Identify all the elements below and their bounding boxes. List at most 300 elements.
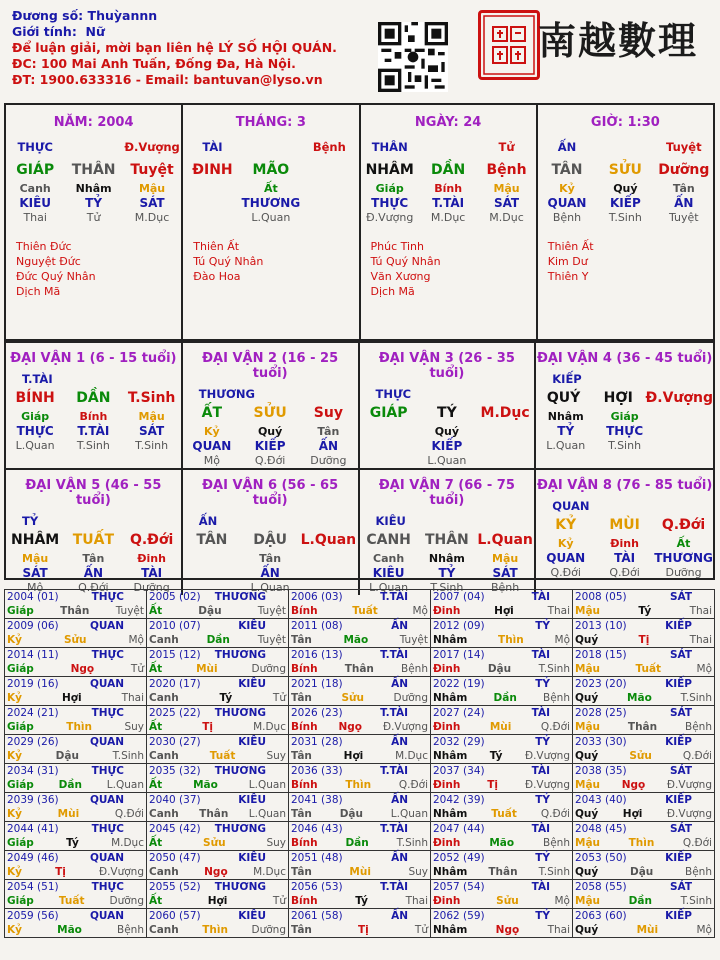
year-row <box>5 764 715 793</box>
year-ten-god: SÁT <box>669 649 692 661</box>
year-cell <box>431 764 573 793</box>
year-line-top <box>575 880 712 894</box>
year-line-top <box>149 764 286 778</box>
year-label: 2016 (13) <box>291 649 343 661</box>
year-phase: Suy <box>124 721 144 733</box>
year-line-top <box>149 648 286 662</box>
year-ten-god: ẤN <box>391 736 408 748</box>
year-stem: Giáp <box>7 605 34 617</box>
dai-van-hidden-god-row <box>360 566 535 581</box>
year-branch: Tuất <box>58 895 85 907</box>
dai-van-hidden-god-row-cell: TÀI <box>141 566 163 580</box>
year-branch: Ngọ <box>70 663 95 675</box>
pillar-hidden-stem-row-cell: Mậu <box>138 182 166 195</box>
pillar-phase-row <box>183 211 358 225</box>
year-cell <box>289 590 431 619</box>
year-phase: Thai <box>547 924 570 936</box>
year-branch: Tị <box>202 721 213 733</box>
pillar-column <box>183 105 360 339</box>
year-branch: Mùi <box>636 924 659 936</box>
pillar-phase-row-cell: T.Sinh <box>608 211 642 224</box>
dai-van-hidden-god-row-cell <box>299 566 357 581</box>
dai-van-phase-row <box>183 454 358 468</box>
year-cell <box>573 590 715 619</box>
year-cell <box>147 619 289 648</box>
year-cell <box>5 851 147 880</box>
dai-van-main-row-cell: TÝ <box>437 405 457 421</box>
year-line-bottom <box>7 633 144 647</box>
year-line-bottom <box>575 662 712 676</box>
year-stem: Giáp <box>7 837 34 849</box>
year-stem: Mậu <box>575 605 601 617</box>
dai-van-phase-row-cell: T.Sinh <box>430 581 464 594</box>
year-branch: Dần <box>493 692 517 704</box>
pillar-ten-god-row-cell: Đ.Vượng <box>124 140 180 154</box>
star-item: Dịch Mã <box>370 285 415 298</box>
pillar-main-row-cell: DẦN <box>431 162 466 178</box>
dai-van-hidden-god-row-cell <box>183 566 241 581</box>
dai-van-title: ĐẠI VẬN 5 (46 - 55 tuổi) <box>25 478 162 508</box>
year-ten-god: THỰC <box>91 823 124 835</box>
pillar-phase-row-cell <box>183 211 241 225</box>
pillar-ten-god-row-cell <box>64 140 122 154</box>
year-branch: Thân <box>627 721 658 733</box>
dai-van-phase-row-cell: L.Quan <box>369 581 409 594</box>
year-line-top <box>575 648 712 662</box>
year-ten-god: THƯƠNG <box>214 823 266 835</box>
year-branch: Sửu <box>496 895 519 907</box>
year-line-top <box>575 590 712 604</box>
year-line-bottom <box>575 749 712 763</box>
dai-van-main-row-cell: L.Quan <box>477 532 533 548</box>
pillar-hidden-god-row-cell: THỰC <box>371 196 409 210</box>
pillar-phase-row-cell: M.Dục <box>430 211 466 224</box>
year-cell <box>5 822 147 851</box>
logo-text: 南越數理 <box>538 18 699 63</box>
year-branch: Dậu <box>198 605 222 617</box>
pillar-title: GIỜ: 1:30 <box>590 115 660 130</box>
pillar-ten-god-row-cell <box>419 140 477 154</box>
year-cell <box>573 677 715 706</box>
year-label: 2042 (39) <box>433 794 485 806</box>
year-cell <box>431 851 573 880</box>
dai-van-main-row-cell: DẬU <box>253 532 288 548</box>
dai-van-hidden-god-row-cell: KIẾP <box>431 439 463 453</box>
year-branch: Tuất <box>491 808 517 820</box>
year-line-bottom <box>7 691 144 705</box>
year-label: 2048 (45) <box>575 823 627 835</box>
year-label: 2061 (58) <box>291 910 343 922</box>
year-label: 2052 (49) <box>433 852 485 864</box>
year-ten-god: T.TÀI <box>380 649 408 661</box>
year-line-top <box>575 822 712 836</box>
pillar-hidden-god-row-cell: THƯƠNG <box>241 196 301 210</box>
year-phase: T.Sinh <box>112 750 144 762</box>
year-row <box>5 851 715 880</box>
year-cell <box>147 822 289 851</box>
star-item: Thiên Đức <box>16 240 72 253</box>
year-line-bottom <box>149 923 286 937</box>
year-label: 2041 (38) <box>291 794 343 806</box>
year-stem: Quý <box>575 808 599 820</box>
dai-van-main-row-cell: THÂN <box>424 532 469 548</box>
year-phase: Tử <box>130 663 144 675</box>
year-cell <box>431 619 573 648</box>
pillar-hidden-stem-row-cell: Nhâm <box>75 182 112 195</box>
dai-van-hidden-stem-row <box>183 425 358 439</box>
dai-van-hidden-god-row-cell <box>654 424 713 439</box>
year-branch: Tị <box>358 924 369 936</box>
year-line-bottom <box>149 894 286 908</box>
year-ten-god: TÀI <box>531 765 550 777</box>
year-cell <box>289 619 431 648</box>
year-line-bottom <box>575 923 712 937</box>
year-line-top <box>7 851 144 865</box>
year-stem: Quý <box>575 866 599 878</box>
year-branch: Sửu <box>63 634 87 646</box>
star-item: Tú Quý Nhân <box>193 255 264 268</box>
year-line-top <box>575 851 712 865</box>
year-stem: Canh <box>149 692 179 704</box>
year-line-bottom <box>149 865 286 879</box>
year-line-bottom <box>575 604 712 618</box>
dai-van-phase-row-cell: Q.Đới <box>254 454 286 467</box>
year-ten-god: T.TÀI <box>380 881 408 893</box>
dai-van-main-row <box>536 390 713 408</box>
dai-van-ten-god: KIẾP <box>552 372 582 386</box>
pillar-ten-god-row <box>6 140 181 154</box>
year-stem: Nhâm <box>433 924 468 936</box>
year-phase: Dưỡng <box>251 663 286 675</box>
year-line-top <box>575 764 712 778</box>
year-phase: Đ.Vượng <box>524 779 570 791</box>
dai-van-main-row-cell: Q.Đới <box>661 517 706 533</box>
year-cell <box>5 909 147 938</box>
year-stem: Tân <box>291 750 312 762</box>
star-item: Tú Quý Nhân <box>370 255 441 268</box>
year-ten-god: THỰC <box>91 591 124 603</box>
pillar-ten-god-row-cell <box>242 140 300 154</box>
pillar-main-row-cell: TÂN <box>551 162 583 178</box>
year-line-top <box>433 706 570 720</box>
year-line-top <box>7 880 144 894</box>
year-ten-god: THỰC <box>91 649 124 661</box>
year-row <box>5 648 715 677</box>
year-phase: Thai <box>121 692 144 704</box>
year-line-bottom <box>7 894 144 908</box>
year-branch: Tị <box>638 634 650 646</box>
pillar-hidden-stem-row <box>361 182 536 196</box>
year-line-top <box>7 648 144 662</box>
year-line-bottom <box>433 923 570 937</box>
pillar-ten-god-row-cell <box>596 140 654 154</box>
year-branch: Thìn <box>498 634 524 646</box>
year-cell <box>147 735 289 764</box>
year-phase: Dưỡng <box>109 895 144 907</box>
pillar-hidden-god-row-cell <box>183 196 241 211</box>
pillar-hidden-stem-row-cell <box>300 182 358 196</box>
year-line-bottom <box>291 865 428 879</box>
year-label: 2013 (10) <box>575 620 627 632</box>
year-cell <box>5 764 147 793</box>
dai-van-main-row-cell: TÂN <box>196 532 228 548</box>
year-label: 2039 (36) <box>7 794 59 806</box>
dai-van-hidden-god-row <box>360 439 535 454</box>
year-line-bottom <box>433 604 570 618</box>
star-item: Văn Xương <box>370 270 431 283</box>
year-cell <box>431 677 573 706</box>
year-cell <box>573 706 715 735</box>
year-label: 2010 (07) <box>149 620 201 632</box>
year-line-bottom <box>433 894 570 908</box>
dai-van-main-row-cell: Suy <box>313 405 343 421</box>
pillar-main-row-cell: THÂN <box>71 162 116 178</box>
year-stem: Quý <box>575 692 599 704</box>
year-line-bottom <box>7 865 144 879</box>
year-ten-god: KIÊU <box>238 852 266 864</box>
dai-van-hidden-god-row <box>6 424 181 439</box>
year-line-bottom <box>149 836 286 850</box>
pillar-main-row-cell: ĐINH <box>192 162 233 178</box>
year-branch: Sửu <box>203 837 226 849</box>
pillar-hidden-stem-row <box>6 182 181 196</box>
dai-van-main-row-cell: L.Quan <box>300 532 357 548</box>
year-stem: Kỷ <box>7 808 22 820</box>
year-stem: Đinh <box>433 779 461 791</box>
dai-van-hidden-stem-row-cell: Kỷ <box>557 537 574 550</box>
dai-van-hidden-stem-row <box>536 537 713 551</box>
year-label: 2062 (59) <box>433 910 485 922</box>
dai-van-hidden-god-row-cell: QUAN <box>192 439 232 453</box>
year-phase: Tuyệt <box>257 605 286 617</box>
dai-van-hidden-god-row-cell: THƯƠNG <box>654 551 713 565</box>
year-label: 2063 (60) <box>575 910 627 922</box>
year-line-top <box>433 735 570 749</box>
year-label: 2022 (19) <box>433 678 485 690</box>
year-phase: Q.Đới <box>682 837 712 849</box>
pillar-phase-row-cell: Thai <box>23 211 47 224</box>
year-line-top <box>291 590 428 604</box>
year-stem: Mậu <box>575 779 601 791</box>
year-line-bottom <box>7 604 144 618</box>
year-line-top <box>149 851 286 865</box>
pillar-hidden-stem-row-cell: Tân <box>672 182 695 195</box>
pillar-hidden-god-row-cell: SÁT <box>493 196 520 210</box>
year-branch: Hợi <box>207 895 228 907</box>
dai-van-phase-row <box>360 454 535 468</box>
year-stem: Mậu <box>575 663 601 675</box>
dai-van-hidden-stem-row-cell <box>299 552 357 566</box>
year-line-bottom <box>433 691 570 705</box>
dai-van-main-row-cell: MÙI <box>609 517 640 533</box>
year-branch: Mùi <box>489 721 512 733</box>
year-stem: Bính <box>291 895 318 907</box>
dai-van-cell <box>536 468 713 595</box>
year-branch: Mão <box>627 692 652 704</box>
dai-van-main-row-cell: T.Sinh <box>127 390 176 406</box>
dai-van-hidden-stem-row-cell: Canh <box>373 552 405 565</box>
pillar-hidden-god-row-cell: QUAN <box>547 196 587 210</box>
year-label: 2037 (34) <box>433 765 485 777</box>
year-label: 2032 (29) <box>433 736 485 748</box>
year-label: 2035 (32) <box>149 765 201 777</box>
year-label: 2040 (37) <box>149 794 201 806</box>
year-cell <box>573 793 715 822</box>
dai-van-main-row-cell: CANH <box>366 532 411 548</box>
year-ten-god: SÁT <box>669 591 692 603</box>
year-line-bottom <box>575 778 712 792</box>
year-phase: Đ.Vượng <box>98 866 144 878</box>
dai-van-hidden-god-row-cell: SÁT <box>22 566 48 580</box>
year-phase: Mộ <box>696 924 712 936</box>
year-branch: Dậu <box>55 750 79 762</box>
year-phase: Dưỡng <box>393 692 428 704</box>
year-phase: M.Dục <box>253 866 286 878</box>
year-branch: Dần <box>628 895 652 907</box>
dai-van-hidden-god-row <box>183 566 358 581</box>
dai-van-panel <box>4 341 715 594</box>
year-phase: Mộ <box>412 605 428 617</box>
year-label: 2055 (52) <box>149 881 201 893</box>
dai-van-cell <box>183 468 360 595</box>
year-line-top <box>291 735 428 749</box>
dai-van-ten-god: T.TÀI <box>22 372 53 386</box>
year-cell <box>147 677 289 706</box>
pillar-hidden-god-row-cell: KIÊU <box>19 196 52 210</box>
year-line-bottom <box>575 691 712 705</box>
year-stem: Nhâm <box>433 808 468 820</box>
year-line-top <box>7 735 144 749</box>
year-stem: Tân <box>291 692 312 704</box>
dai-van-hidden-stem-row-cell: Kỷ <box>204 425 220 438</box>
dai-van-hidden-god-row <box>6 566 181 581</box>
year-ten-god: QUAN <box>89 910 124 922</box>
year-line-top <box>291 706 428 720</box>
pillar-main-row-cell: NHÂM <box>365 162 414 178</box>
year-phase: Bệnh <box>685 721 712 733</box>
dai-van-ten-god: THỰC <box>375 387 412 401</box>
year-stem: Đinh <box>433 721 461 733</box>
year-ten-god: ẤN <box>391 794 408 806</box>
year-ten-god: ẤN <box>391 678 408 690</box>
address-line: ĐC: 100 Mai Anh Tuấn, Đống Đa, Hà Nội. <box>12 56 296 71</box>
star-item: Dịch Mã <box>16 285 61 298</box>
pillar-ten-god-row <box>538 140 713 154</box>
year-ten-god: TÀI <box>531 881 550 893</box>
pillar-stars-list <box>548 239 713 284</box>
year-line-bottom <box>291 633 428 647</box>
dai-van-cell <box>183 341 360 468</box>
year-cell <box>147 590 289 619</box>
year-ten-god: KIÊU <box>238 678 266 690</box>
year-phase: Suy <box>266 837 286 849</box>
year-stem: Giáp <box>7 779 34 791</box>
year-line-bottom <box>433 778 570 792</box>
year-branch: Thìn <box>66 721 92 733</box>
year-line-top <box>149 677 286 691</box>
year-ten-god: KIẾP <box>665 910 692 922</box>
year-stem: Nhâm <box>433 866 468 878</box>
year-ten-god: T.TÀI <box>380 591 408 603</box>
year-label: 2044 (41) <box>7 823 59 835</box>
pillar-ten-god-row-cell: Tuyệt <box>666 140 702 154</box>
year-branch: Thân <box>488 866 518 878</box>
dai-van-hidden-stem-row-cell: Tân <box>82 552 105 565</box>
year-label: 2027 (24) <box>433 707 485 719</box>
pillar-column <box>538 105 713 339</box>
year-cell <box>5 880 147 909</box>
year-label: 2005 (02) <box>149 591 201 603</box>
year-cell <box>289 735 431 764</box>
year-phase: Mộ <box>554 895 570 907</box>
year-ten-god: SÁT <box>669 881 692 893</box>
year-label: 2038 (35) <box>575 765 627 777</box>
star-item: Thiên Ất <box>193 240 240 253</box>
year-cell <box>147 909 289 938</box>
year-ten-god: KIÊU <box>238 794 266 806</box>
year-branch: Dậu <box>629 866 654 878</box>
year-stem: Nhâm <box>433 634 468 646</box>
year-line-bottom <box>7 662 144 676</box>
year-line-bottom <box>7 836 144 850</box>
pillar-phase-row-cell: M.Dục <box>134 211 170 224</box>
year-line-top <box>433 909 570 923</box>
year-phase: Tử <box>414 924 428 936</box>
year-line-bottom <box>149 691 286 705</box>
year-phase: T.Sinh <box>680 692 712 704</box>
pillar-hidden-stem-row <box>183 182 358 196</box>
year-cell <box>431 909 573 938</box>
year-label: 2020 (17) <box>149 678 201 690</box>
dai-van-main-row <box>360 532 535 550</box>
year-stem: Canh <box>149 866 179 878</box>
dai-van-phase-row-cell: Q.Đới <box>78 581 109 594</box>
pillar-ten-god-row-cell: ẤN <box>557 140 577 154</box>
year-label: 2050 (47) <box>149 852 201 864</box>
star-item: Phúc Tinh <box>370 240 425 253</box>
year-label: 2030 (27) <box>149 736 201 748</box>
year-row <box>5 880 715 909</box>
pillar-hidden-god-row-cell: ẤN <box>674 196 694 210</box>
year-line-bottom <box>575 807 712 821</box>
year-phase: Mộ <box>554 634 570 646</box>
year-cell <box>5 677 147 706</box>
year-stem: Giáp <box>7 895 34 907</box>
year-phase: Đ.Vượng <box>524 750 570 762</box>
year-cell <box>289 793 431 822</box>
year-branch: Thìn <box>202 924 228 936</box>
year-line-bottom <box>149 604 286 618</box>
year-branch: Hợi <box>343 750 364 762</box>
year-label: 2012 (09) <box>433 620 485 632</box>
dai-van-hidden-god-row <box>183 439 358 454</box>
year-label: 2024 (21) <box>7 707 59 719</box>
year-cell <box>573 880 715 909</box>
year-line-bottom <box>7 807 144 821</box>
year-ten-god: SÁT <box>669 765 692 777</box>
year-branch: Tuất <box>352 605 378 617</box>
year-line-top <box>575 909 712 923</box>
dai-van-hidden-god-row-cell: TỶ <box>438 566 456 580</box>
year-line-top <box>575 677 712 691</box>
year-branch: Dần <box>345 837 369 849</box>
qr-code-icon <box>378 22 448 92</box>
year-line-bottom <box>291 604 428 618</box>
year-ten-god: QUAN <box>89 736 124 748</box>
year-phase: Tuyệt <box>257 634 286 646</box>
dai-van-main-row <box>536 517 713 535</box>
year-cell <box>431 648 573 677</box>
